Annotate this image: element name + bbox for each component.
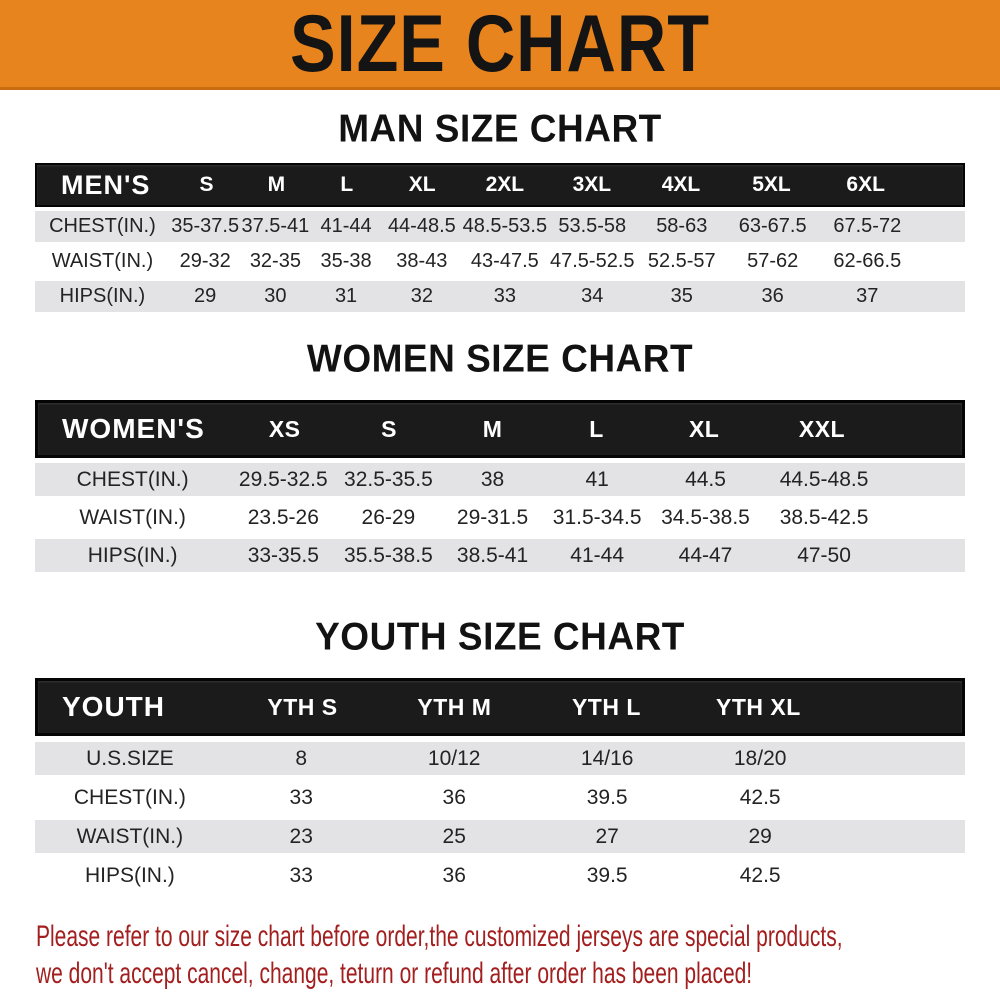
column-header: YTH L: [571, 693, 641, 720]
cell-value: 32-35: [249, 250, 301, 272]
table-row: [35, 211, 965, 242]
cell-value: 47.5-52.5: [550, 250, 635, 272]
cell-value: 29: [194, 285, 217, 307]
row-label: CHEST(IN.): [73, 785, 186, 809]
cell-value: 57-62: [747, 250, 799, 272]
disclaimer-line-1: Please refer to our size chart before order,the customized jerseys are special products,: [36, 920, 843, 953]
table-row: [35, 463, 965, 496]
cell-value: 67.5-72: [833, 215, 902, 237]
cell-value: 23: [289, 824, 313, 848]
row-label: CHEST(IN.): [49, 215, 156, 237]
cell-value: 35-38: [320, 250, 372, 272]
cell-value: 32: [410, 285, 433, 307]
table-row: [35, 742, 965, 775]
youth-size-table: [35, 678, 965, 892]
row-label: HIPS(IN.): [59, 285, 146, 307]
column-header: L: [589, 415, 604, 442]
column-header: XL: [408, 173, 436, 196]
cell-value: 38.5-42.5: [779, 505, 869, 529]
cell-value: 37: [856, 285, 879, 307]
cell-value: 29-32: [179, 250, 231, 272]
cell-value: 38: [480, 467, 505, 491]
table-header-row: [35, 400, 965, 458]
women-section-title: WOMEN SIZE CHART: [306, 336, 694, 381]
column-header: 2XL: [485, 173, 525, 196]
column-header: M: [482, 415, 503, 442]
table-header-label: MEN'S: [61, 169, 151, 200]
banner-title: SIZE CHART: [290, 0, 710, 89]
cell-value: 36: [442, 785, 466, 809]
cell-value: 32.5-35.5: [344, 467, 433, 491]
men-section-title: MAN SIZE CHART: [338, 106, 662, 151]
table-header-label: YOUTH: [62, 691, 165, 722]
column-header: YTH XL: [716, 693, 801, 720]
cell-value: 14/16: [580, 746, 634, 770]
cell-value: 23.5-26: [247, 505, 319, 529]
cell-value: 44-48.5: [387, 215, 456, 237]
cell-value: 37.5-41: [241, 215, 310, 237]
column-header: S: [381, 415, 398, 442]
cell-value: 33: [289, 863, 313, 887]
women-size-table: [35, 400, 965, 572]
cell-value: 29-31.5: [456, 505, 529, 529]
cell-value: 41-44: [570, 543, 625, 567]
column-header: XS: [268, 415, 301, 442]
table-row: [35, 281, 965, 312]
column-header: YTH M: [417, 693, 492, 720]
table-header-row: [35, 163, 965, 207]
table-row: [35, 820, 965, 853]
cell-value: 29.5-32.5: [238, 467, 328, 491]
table-row: [35, 539, 965, 572]
cell-value: 33: [289, 785, 313, 809]
cell-value: 31.5-34.5: [552, 505, 642, 529]
cell-value: 42.5: [739, 863, 781, 887]
table-header-label: WOMEN'S: [62, 413, 205, 444]
column-header: XL: [688, 415, 720, 442]
row-label: WAIST(IN.): [76, 824, 184, 848]
column-header: 6XL: [846, 173, 885, 196]
cell-value: 38.5-41: [456, 543, 529, 567]
cell-value: 30: [264, 285, 287, 307]
size-chart-banner: [0, 0, 1000, 90]
row-label: CHEST(IN.): [76, 467, 189, 491]
cell-value: 36: [761, 285, 784, 307]
cell-value: 52.5-57: [647, 250, 716, 272]
row-label: WAIST(IN.): [79, 505, 186, 529]
disclaimer-line-2: we don't accept cancel, change, teturn or refund after order has been placed!: [36, 957, 753, 990]
cell-value: 38-43: [396, 250, 448, 272]
row-label: HIPS(IN.): [87, 543, 178, 567]
cell-value: 34.5-38.5: [661, 505, 750, 529]
cell-value: 36: [442, 863, 466, 887]
cell-value: 33-35.5: [247, 543, 319, 567]
cell-value: 10/12: [427, 746, 481, 770]
column-header: S: [199, 173, 214, 196]
cell-value: 53.5-58: [558, 215, 627, 237]
cell-value: 18/20: [733, 746, 787, 770]
men-size-table: [35, 163, 965, 312]
column-header: L: [340, 173, 354, 196]
table-row: [35, 781, 965, 814]
cell-value: 25: [442, 824, 466, 848]
cell-value: 48.5-53.5: [462, 215, 548, 237]
column-header: 4XL: [661, 173, 701, 196]
column-header: 5XL: [752, 173, 791, 196]
cell-value: 63-67.5: [738, 215, 807, 237]
cell-value: 35-37.5: [171, 215, 240, 237]
cell-value: 8: [295, 746, 308, 770]
cell-value: 33: [493, 285, 516, 307]
cell-value: 26-29: [361, 505, 416, 529]
row-label: U.S.SIZE: [86, 746, 174, 770]
cell-value: 35.5-38.5: [344, 543, 433, 567]
cell-value: 44.5-48.5: [779, 467, 869, 491]
cell-value: 27: [595, 824, 619, 848]
disclaimer-note: [0, 918, 1000, 992]
row-label: WAIST(IN.): [51, 250, 154, 272]
cell-value: 41-44: [320, 215, 372, 237]
column-header: M: [267, 173, 286, 196]
row-label: HIPS(IN.): [84, 863, 175, 887]
cell-value: 39.5: [586, 863, 628, 887]
cell-value: 31: [334, 285, 358, 307]
cell-value: 47-50: [797, 543, 851, 567]
column-header: YTH S: [267, 693, 338, 720]
table-row: [35, 859, 965, 892]
cell-value: 44.5: [685, 467, 726, 491]
table-header-row: [35, 678, 965, 736]
cell-value: 42.5: [739, 785, 781, 809]
cell-value: 43-47.5: [470, 250, 539, 272]
table-row: [35, 501, 965, 534]
cell-value: 39.5: [586, 785, 628, 809]
cell-value: 29: [748, 824, 772, 848]
cell-value: 62-66.5: [833, 250, 902, 272]
column-header: XXL: [798, 415, 846, 442]
cell-value: 58-63: [656, 215, 708, 237]
cell-value: 34: [581, 285, 604, 307]
table-row: [35, 246, 965, 277]
cell-value: 35: [670, 285, 693, 307]
cell-value: 44-47: [678, 543, 733, 567]
cell-value: 41: [585, 467, 609, 491]
column-header: 3XL: [572, 173, 612, 196]
youth-section-title: YOUTH SIZE CHART: [315, 614, 685, 659]
